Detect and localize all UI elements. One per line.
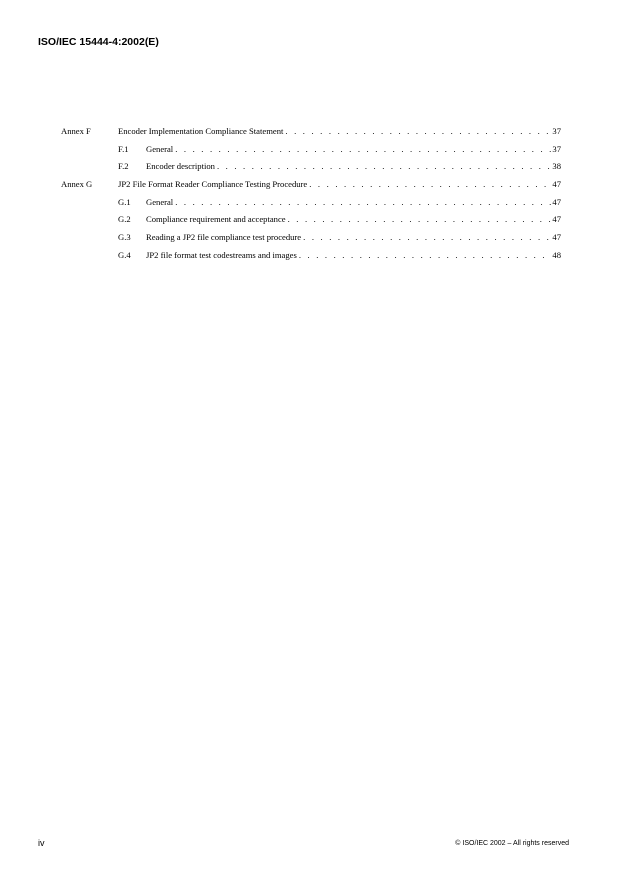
document-header-id: ISO/IEC 15444-4:2002(E) [38, 36, 159, 48]
item-page: 48 [552, 249, 561, 260]
item-number: F.1 [118, 143, 129, 154]
item-page: 47 [552, 196, 561, 207]
item-title: General [146, 196, 174, 207]
item-number: F.2 [118, 161, 129, 172]
annex-f-page: 37 [552, 126, 561, 136]
item-title: Reading a JP2 file compliance test procedure [146, 232, 302, 243]
toc-annex-f [0, 123, 619, 141]
toc-annex-g [0, 176, 619, 194]
toc-entry[interactable] [146, 229, 561, 247]
toc-item-g1 [0, 194, 619, 212]
item-title: Encoder description [146, 161, 215, 172]
dot-leader [283, 123, 551, 141]
item-number: G.1 [118, 196, 131, 207]
item-title: JP2 file format test codestreams and images [146, 249, 297, 260]
item-page: 47 [552, 214, 561, 225]
table-of-contents [0, 123, 619, 265]
toc-entry[interactable] [146, 158, 561, 176]
toc-entry[interactable] [146, 194, 561, 212]
toc-item-g2 [0, 211, 619, 229]
item-page: 38 [552, 161, 561, 172]
dot-leader [173, 141, 551, 159]
toc-entry[interactable] [146, 141, 561, 159]
annex-g-page: 47 [552, 179, 561, 190]
copyright-notice: © ISO/IEC 2002 – All rights reserved [455, 840, 569, 847]
page-number: iv [38, 838, 45, 848]
item-title: Compliance requirement and acceptance [146, 214, 286, 225]
item-page: 47 [552, 232, 561, 243]
item-number: G.4 [118, 249, 131, 260]
annex-g-entry[interactable] [118, 176, 561, 194]
dot-leader [286, 211, 552, 229]
dot-leader [173, 194, 551, 212]
dot-leader [301, 229, 551, 247]
dot-leader [215, 158, 551, 176]
toc-item-f2 [0, 158, 619, 176]
item-number: G.3 [118, 232, 131, 243]
toc-item-g4 [0, 247, 619, 265]
annex-g-label: Annex G [61, 179, 93, 190]
toc-entry[interactable] [146, 211, 561, 229]
toc-item-f1 [0, 141, 619, 159]
annex-f-title: Encoder Implementation Compliance Statement [118, 126, 284, 136]
item-page: 37 [552, 143, 561, 154]
toc-entry[interactable] [146, 247, 561, 265]
item-number: G.2 [118, 214, 131, 225]
annex-g-title: JP2 File Format Reader Compliance Testing Procedure [118, 179, 308, 190]
toc-item-g3 [0, 229, 619, 247]
item-title: General [146, 143, 174, 154]
annex-f-label: Annex F [61, 126, 91, 136]
annex-f-entry[interactable] [118, 123, 561, 141]
dot-leader [307, 176, 551, 194]
dot-leader [297, 247, 552, 265]
